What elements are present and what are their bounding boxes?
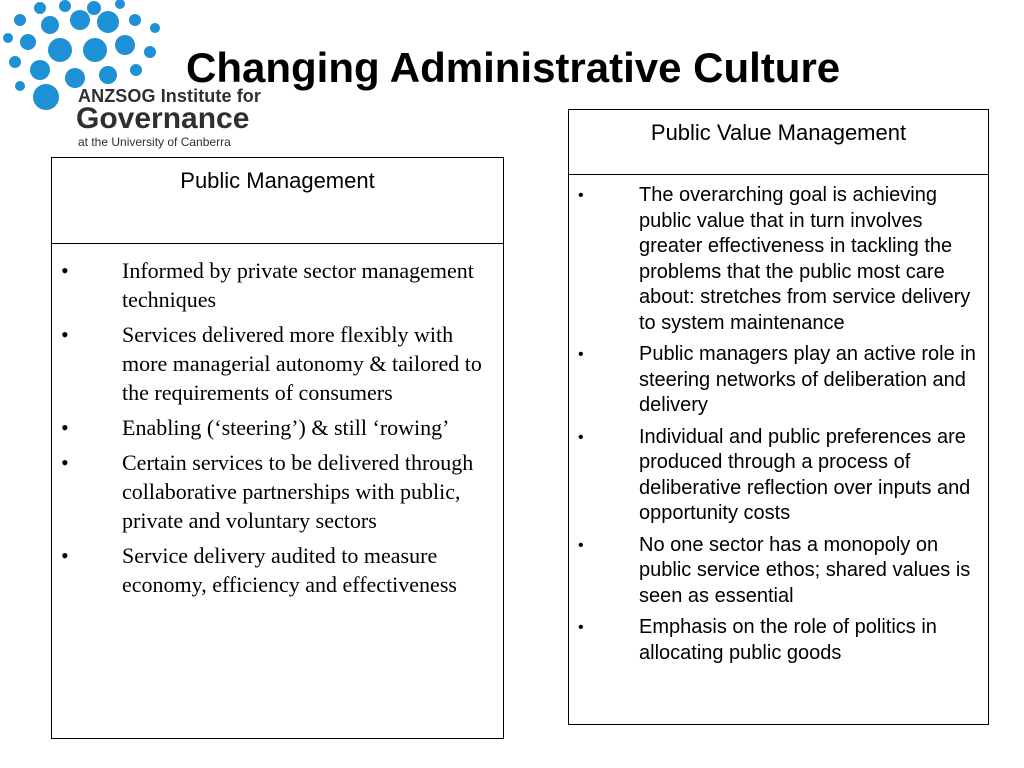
slide-title: Changing Administrative Culture: [186, 44, 841, 91]
list-item: • No one sector has a monopoly on public service ethos; shared values is seen as essential: [578, 533, 971, 607]
list-item: • Service delivery audited to measure economy, efficiency and effectiveness: [61, 543, 457, 597]
bullet-icon: •: [578, 428, 584, 446]
bullet-icon: •: [578, 536, 584, 554]
bullet-icon: •: [61, 322, 69, 347]
public-value-management-heading: Public Value Management: [569, 110, 988, 175]
logo-university-text: at the University of Canberra: [78, 135, 231, 149]
bullet-icon: •: [61, 258, 69, 283]
logo-governance-text: Governance: [76, 102, 250, 135]
bullet-icon: •: [578, 187, 584, 204]
public-management-list: [52, 244, 503, 599]
list-item: • The overarching goal is achieving public value that in turn involves greater effectiveness in tackling the problems that the public most care about: stretches from service delivery to system maintenance: [578, 184, 971, 334]
bullet-icon: •: [578, 619, 584, 636]
bullet-icon: •: [578, 346, 584, 363]
list-item: • Emphasis on the role of politics in allocating public goods: [578, 616, 937, 664]
list-item: • Certain services to be delivered through collaborative partnerships with public, private and voluntary sectors: [61, 450, 474, 533]
logo-institute-name: ANZSOG Institute for: [78, 86, 261, 106]
public-value-management-box: [568, 109, 989, 725]
bullet-icon: •: [61, 543, 69, 568]
bullet-icon: •: [61, 450, 69, 475]
public-value-management-list: [569, 175, 988, 666]
list-item: • Services delivered more flexibly with more managerial autonomy & tailored to the requirements of consumers: [61, 322, 482, 405]
list-item: • Informed by private sector management techniques: [61, 258, 474, 312]
public-management-box: [51, 157, 504, 739]
list-item: • Enabling (‘steering’) & still ‘rowing’: [61, 415, 450, 440]
bullet-icon: •: [61, 415, 69, 440]
list-item: • Public managers play an active role in steering networks of deliberation and delivery: [578, 343, 976, 416]
public-management-heading: Public Management: [52, 158, 503, 244]
list-item: • Individual and public preferences are produced through a process of deliberative reflection over inputs and opportunity costs: [578, 425, 971, 524]
